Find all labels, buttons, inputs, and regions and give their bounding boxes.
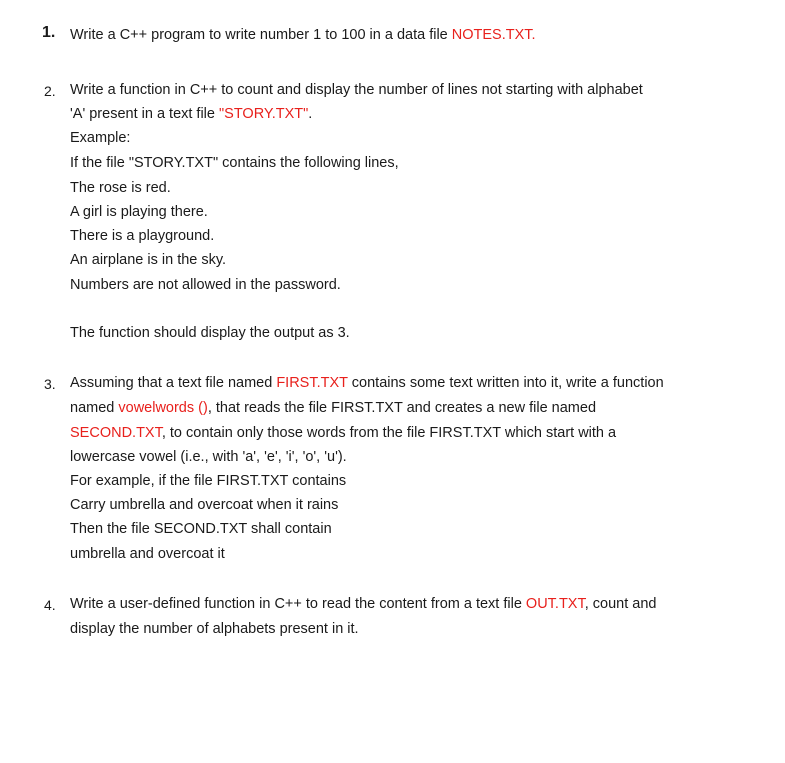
question-text-line: Assuming that a text file named FIRST.TXT contains some text written into it, write a function: [70, 375, 664, 391]
question-text-line: display the number of alphabets present in it.: [70, 621, 359, 637]
example-line: umbrella and overcoat it: [70, 546, 225, 562]
example-line: Numbers are not allowed in the password.: [70, 277, 341, 293]
question-number: 1.: [42, 24, 56, 41]
question-text-line: lowercase vowel (i.e., with 'a', 'e', 'i', 'o', 'u').: [70, 449, 347, 465]
question-number: 3.: [44, 376, 56, 392]
question-number: 4.: [44, 597, 56, 613]
question-text-line: Write a user-defined function in C++ to read the content from a text file OUT.TXT, count and: [70, 596, 657, 612]
example-line: There is a playground.: [70, 228, 215, 244]
example-line: The rose is red.: [70, 180, 171, 196]
question-text-line: The function should display the output as 3.: [70, 325, 350, 341]
question-text-line: Write a C++ program to write number 1 to 100 in a data file NOTES.TXT.: [70, 27, 536, 43]
question-text-line: If the file "STORY.TXT" contains the following lines,: [70, 155, 399, 171]
question-number: 2.: [44, 83, 56, 99]
question-text-line: Write a function in C++ to count and display the number of lines not starting with alphabet: [70, 82, 643, 98]
question-text-line: For example, if the file FIRST.TXT contains: [70, 473, 347, 489]
question-text-line: named vowelwords (), that reads the file FIRST.TXT and creates a new file named: [70, 400, 597, 416]
question-text-line: 'A' present in a text file "STORY.TXT".: [70, 106, 313, 122]
example-line: Carry umbrella and overcoat when it rains: [70, 497, 339, 513]
example-line: An airplane is in the sky.: [70, 252, 227, 268]
example-label: Example:: [70, 130, 131, 146]
example-line: A girl is playing there.: [70, 204, 208, 220]
question-text-line: SECOND.TXT, to contain only those words from the file FIRST.TXT which start with a: [70, 425, 617, 441]
question-text-line: Then the file SECOND.TXT shall contain: [70, 521, 332, 537]
